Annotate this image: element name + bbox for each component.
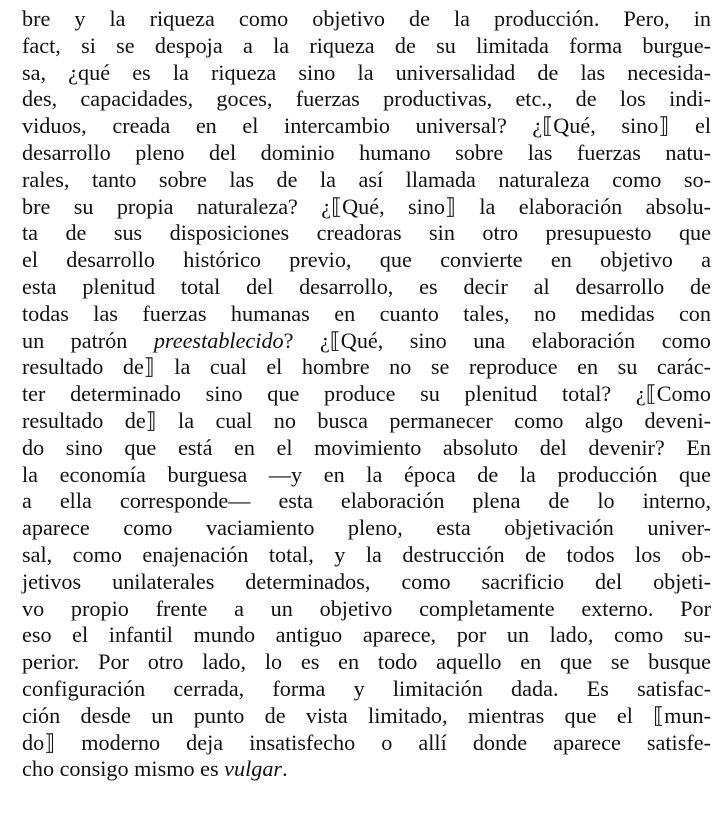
text-segment: resultado de⟧ la cual el hombre no se reproduce en su carác-	[22, 354, 711, 380]
text-line	[22, 488, 711, 515]
text-line	[22, 703, 711, 730]
text-line	[22, 462, 711, 489]
text-segment: todas las fuerzas humanas en cuanto tales, no medidas con	[22, 300, 711, 326]
italic-text-segment: vulgar	[224, 756, 283, 782]
text-line	[22, 756, 711, 783]
text-segment: desarrollo pleno del dominio humano sobre las fuerzas natu-	[22, 139, 711, 165]
text-line	[22, 515, 711, 542]
text-segment: esta plenitud total del desarrollo, es decir al desarrollo de	[22, 273, 711, 299]
text-line	[22, 408, 711, 435]
body-paragraph	[22, 6, 711, 783]
text-line	[22, 60, 711, 87]
text-line	[22, 194, 711, 221]
text-segment: el desarrollo histórico previo, que convierte en objetivo a	[22, 247, 711, 273]
text-line	[22, 33, 711, 60]
text-line	[22, 167, 711, 194]
text-line	[22, 140, 711, 167]
text-line	[22, 301, 711, 328]
text-segment: eso el infantil mundo antiguo aparece, por un lado, como su-	[22, 622, 711, 648]
text-segment: ter determinado sino que produce su plenitud total? ¿⟦Como	[22, 381, 711, 407]
text-segment: perior. Por otro lado, lo es en todo aquello en que se busque	[22, 649, 711, 675]
text-segment: resultado de⟧ la cual no busca permanecer como algo deveni-	[22, 407, 711, 433]
text-segment: un patrón	[22, 327, 154, 353]
text-segment: aparece como vaciamiento pleno, esta objetivación univer-	[22, 515, 711, 541]
text-line	[22, 328, 711, 355]
text-line	[22, 596, 711, 623]
text-segment: bre su propia naturaleza? ¿⟦Qué, sino⟧ la elaboración absolu-	[22, 193, 711, 219]
text-segment: viduos, creada en el intercambio universal? ¿⟦Qué, sino⟧ el	[22, 113, 711, 139]
text-segment: ción desde un punto de vista limitado, mientras que el ⟦mun-	[22, 702, 711, 728]
text-segment: sal, como enajenación total, y la destrucción de todos los ob-	[22, 541, 711, 567]
text-segment: ? ¿⟦Qué, sino una elaboración como	[283, 327, 711, 353]
text-segment: .	[282, 756, 288, 782]
text-line	[22, 113, 711, 140]
text-line	[22, 381, 711, 408]
text-line	[22, 569, 711, 596]
text-segment: a ella corresponde— esta elaboración plena de lo interno,	[22, 488, 711, 514]
text-line	[22, 6, 711, 33]
text-segment: rales, tanto sobre las de la así llamada naturaleza como so-	[22, 166, 711, 192]
text-segment: bre y la riqueza como objetivo de la producción. Pero, in	[22, 6, 711, 31]
text-line	[22, 622, 711, 649]
text-segment: cho consigo mismo es	[22, 756, 225, 782]
text-line	[22, 730, 711, 757]
text-line	[22, 542, 711, 569]
text-line	[22, 676, 711, 703]
text-line	[22, 274, 711, 301]
text-segment: jetivos unilaterales determinados, como sacrificio del objeti-	[22, 568, 711, 594]
text-line	[22, 435, 711, 462]
text-segment: fact, si se despoja a la riqueza de su limitada forma burgue-	[22, 32, 711, 58]
text-segment: sa, ¿qué es la riqueza sino la universalidad de las necesida-	[22, 59, 711, 85]
text-segment: des, capacidades, goces, fuerzas productivas, etc., de los indi-	[22, 86, 711, 112]
text-segment: ta de sus disposiciones creadoras sin otro presupuesto que	[22, 220, 711, 246]
text-line	[22, 220, 711, 247]
text-line	[22, 86, 711, 113]
text-line	[22, 354, 711, 381]
text-segment: do sino que está en el movimiento absoluto del devenir? En	[22, 434, 711, 460]
italic-text-segment: preestablecido	[153, 327, 284, 353]
text-segment: do⟧ moderno deja insatisfecho o allí donde aparece satisfe-	[22, 729, 711, 755]
text-segment: la economía burguesa —y en la época de la producción que	[22, 461, 711, 487]
text-segment: vo propio frente a un objetivo completamente externo. Por	[22, 595, 711, 621]
text-line	[22, 649, 711, 676]
text-segment: configuración cerrada, forma y limitación dada. Es satisfac-	[22, 675, 711, 701]
text-line	[22, 247, 711, 274]
